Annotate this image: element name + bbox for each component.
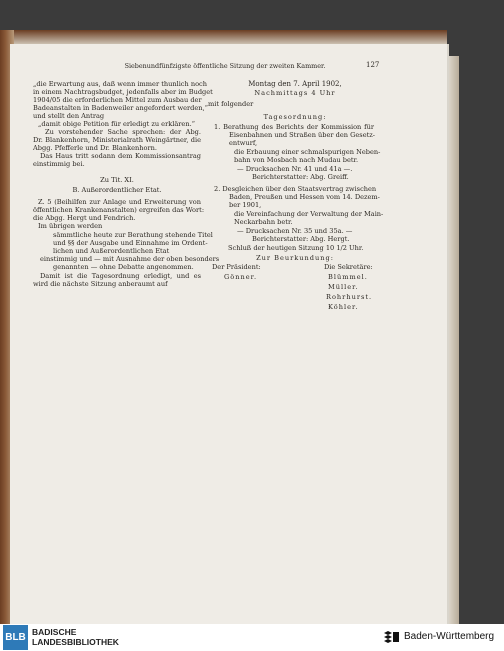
- text-line: Baden, Preußen und Hessen vom 14. Dezem-: [229, 193, 380, 201]
- text-line: Z. 5 (Beihilfen zur Anlage und Erweiterung von: [38, 198, 201, 206]
- secretaries-label: Die Sekretäre:: [324, 263, 373, 271]
- text-line: die Abgg. Hergt und Fendrich.: [33, 214, 136, 222]
- text-line: entwurf,: [229, 139, 258, 147]
- secretary-name: Müller.: [328, 283, 359, 291]
- text-line: und §§ der Ausgabe und Einnahme im Ordent-: [53, 239, 208, 247]
- coat-of-arms-icon: [382, 630, 400, 644]
- text-line: — Drucksachen Nr. 41 und 41a —.: [237, 165, 353, 173]
- page-number: 127: [366, 61, 380, 69]
- president-label: Der Präsident:: [212, 263, 261, 271]
- text-line: 2. Desgleichen über den Staatsvertrag zwischen: [214, 185, 377, 193]
- library-logo[interactable]: BLB: [3, 625, 28, 650]
- text-line: genannten — ohne Debatte angenommen.: [53, 263, 194, 271]
- text-line: Im übrigen werden: [38, 222, 103, 230]
- text-line: Berichterstatter: Abg. Hergt.: [252, 235, 350, 243]
- certification-heading: Zur Beurkundung:: [256, 254, 334, 262]
- section-title: Zu Tit. XI.: [100, 176, 134, 184]
- text-line: die Vereinfachung der Verwaltung der Main-: [234, 210, 384, 218]
- session-time: Nachmittags 4 Uhr: [254, 89, 336, 97]
- text-line: Abgg. Pfefferle und Dr. Blankenhorn.: [33, 144, 157, 152]
- text-line: — Drucksachen Nr. 35 und 35a. —: [237, 227, 353, 235]
- running-title: Siebenundfünfzigste öffentliche Sitzung der zweiten Kammer.: [124, 62, 326, 70]
- text-line: ber 1901,: [229, 201, 262, 209]
- text-line: Zu vorstehender Sache sprechen: der Abg.: [45, 128, 201, 136]
- text-line: und stellt den Antrag: [33, 112, 105, 120]
- text-line: 1904/05 die erforderlichen Mittel zum Ausbau der: [33, 96, 202, 104]
- text-line: in einem Nachtragsbudget, jedenfalls aber im Budget: [33, 88, 213, 96]
- state-name[interactable]: Baden-Württemberg: [404, 631, 495, 642]
- text-line: Badeanstalten in Badenweiler angefordert werden,“: [33, 104, 208, 112]
- library-name[interactable]: BADISCHE LANDESBIBLIOTHEK: [32, 627, 119, 647]
- president-name: Gönner.: [224, 273, 258, 281]
- text-line: Neckarbahn betr.: [234, 218, 293, 226]
- text-line: bahn von Mosbach nach Mudau betr.: [234, 156, 359, 164]
- viewer-footer: [0, 624, 504, 651]
- text-line: sämmtliche heute zur Berathung stehende Titel: [53, 231, 213, 239]
- section-subtitle: B. Außerordentlicher Etat.: [72, 186, 162, 194]
- page-stack-edge: [447, 56, 459, 624]
- text-line: einstimmig bei.: [33, 160, 85, 168]
- text-line: wird die nächste Sitzung anberaumt auf: [33, 280, 168, 288]
- text-line: „die Erwartung aus, daß wenn immer thunlich noch: [33, 80, 208, 88]
- closing-line: Schluß der heutigen Sitzung 10 1/2 Uhr.: [228, 244, 364, 252]
- agenda-intro: mit folgender: [208, 100, 254, 108]
- secretary-name: Rohrhurst.: [326, 293, 373, 301]
- text-line: die Erbauung einer schmalspurigen Neben-: [234, 148, 381, 156]
- secretary-name: Köhler.: [328, 303, 359, 311]
- secretary-name: Blümmel.: [328, 273, 368, 281]
- text-line: öffentlichen Krankenanstalten) ergreifen das Wort:: [33, 206, 205, 214]
- text-line: 1. Berathung des Berichts der Kommission für: [214, 123, 374, 131]
- text-line: Dr. Blankenhorn, Ministerialrath Weingärtner, die: [33, 136, 201, 144]
- text-line: Das Haus tritt sodann dem Kommissionsantrag: [40, 152, 201, 160]
- text-line: „damit obige Petition für erledigt zu erklären.“: [38, 120, 196, 128]
- agenda-heading: Tagesordnung:: [263, 113, 327, 121]
- text-line: einstimmig und — mit Ausnahme der oben besonders: [40, 255, 220, 263]
- text-line: Berichterstatter: Abg. Greiff.: [252, 173, 349, 181]
- text-line: Damit ist die Tagesordnung erledigt, und es: [40, 272, 201, 280]
- text-line: Eisenbahnen und Straßen über den Gesetz-: [229, 131, 375, 139]
- text-line: lichen und Außerordentlichen Etat: [53, 247, 170, 255]
- session-date: Montag den 7. April 1902,: [248, 80, 342, 88]
